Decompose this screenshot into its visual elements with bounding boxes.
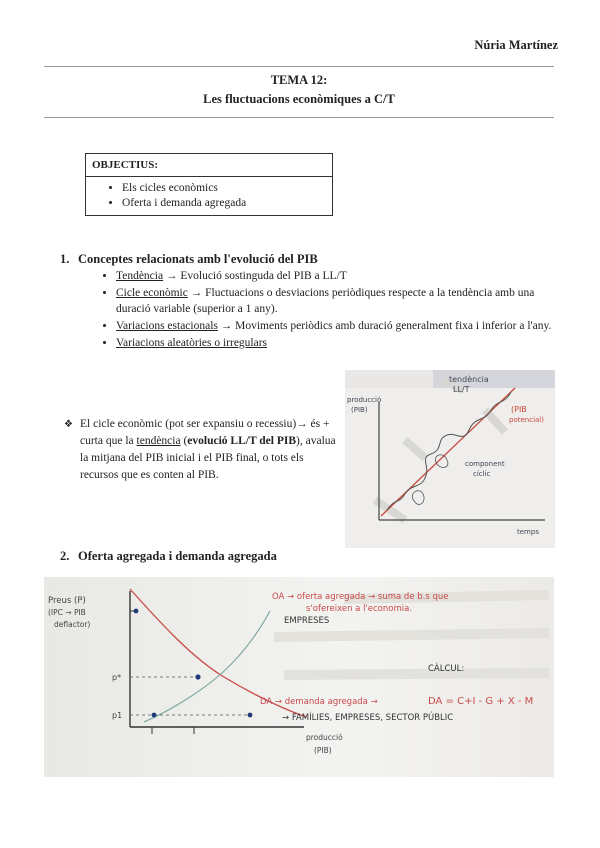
objective-item: • Oferta i demanda agregada (122, 196, 332, 211)
trend-label: LL/T (453, 385, 470, 394)
demand-definition: DA → demanda agregada → (260, 697, 378, 707)
concept-desc: Evolució sostinguda del PIB a LL/T (180, 270, 347, 282)
concept-term: Cicle econòmic (116, 287, 188, 299)
concept-term: Tendència (116, 270, 164, 282)
topic-title: Les fluctuacions econòmiques a C/T (203, 92, 395, 106)
point-marker (248, 713, 253, 718)
y-axis-label: producció (347, 396, 382, 404)
supply-agents: EMPRESES (284, 616, 330, 626)
output-axis-label: (PIB) (314, 746, 332, 755)
arrow: → (187, 287, 206, 299)
point-marker (134, 609, 139, 614)
arrow: → (217, 320, 236, 332)
point-marker (152, 713, 157, 718)
supply-definition: s'ofereixen a l'economia. (306, 604, 413, 614)
concept-item (116, 285, 566, 317)
para-text: El cicle econòmic (pot ser expansiu o recessiu)→ és + curta que la (80, 418, 330, 447)
price-p1-label: p1 (112, 711, 123, 720)
author-name: Núria Martínez (474, 38, 558, 52)
section1-title: Conceptes relacionats amb l'evolució del PIB (78, 252, 318, 266)
price-axis-label: Preus (P) (48, 596, 86, 606)
arrow: → (163, 270, 181, 282)
objectives-box (85, 153, 333, 216)
section2-number: 2. (60, 549, 70, 563)
cyclical-label: cíclic (473, 470, 491, 478)
concepts-list (98, 268, 566, 352)
para-text: ( (180, 435, 188, 447)
cycle-paragraph (64, 416, 339, 484)
aggregate-supply-demand-sketch (44, 577, 554, 777)
concept-item (116, 318, 566, 334)
equilibrium-price-label: p* (112, 673, 122, 682)
concept-desc: Fluctuacions o desviacions periòdiques respecte a la tendència amb una duració variable (superior a 1 any). (116, 287, 535, 315)
price-axis-label: (IPC → PIB (48, 608, 86, 617)
cyclical-label: component (465, 460, 505, 468)
demand-agents: → FAMÍLIES, EMPRESES, SECTOR PÚBLIC (282, 713, 454, 723)
section2-heading (60, 549, 277, 564)
price-axis-label: deflactor) (54, 620, 91, 629)
section1-heading (60, 252, 318, 267)
objectives-heading: OBJECTIUS: (86, 154, 332, 177)
concept-term: Variacions estacionals (116, 320, 218, 332)
concept-item (116, 335, 566, 351)
objectives-list (86, 177, 332, 215)
output-axis-label: producció (306, 733, 343, 742)
potential-pib-label: (PIB (511, 405, 527, 414)
para-term: tendència (136, 435, 181, 447)
para-bold: evolució LL/T del PIB (187, 435, 297, 447)
concept-term: Variacions aleatòries o irregulars (116, 337, 268, 349)
supply-definition: OA → oferta agregada → suma de b.s que (272, 592, 449, 602)
business-cycle-sketch (345, 370, 555, 548)
calc-label: CÀLCUL: (428, 664, 465, 674)
topic-number: TEMA 12: (270, 73, 328, 87)
top-rule (44, 66, 554, 67)
section1-number: 1. (60, 252, 70, 266)
section2-title: Oferta agregada i demanda agregada (78, 549, 277, 563)
concept-desc: Moviments periòdics amb duració generalment fixa i inferior a l'any. (235, 320, 552, 332)
demand-formula: DA = C+I - G + X - M (428, 696, 534, 707)
title-rule (44, 117, 554, 118)
concept-item (116, 268, 566, 284)
x-axis-label: temps (517, 528, 539, 536)
trend-label: tendència (449, 375, 489, 384)
objective-item: • Els cicles econòmics (122, 181, 332, 196)
y-axis-label: (PIB) (351, 406, 368, 414)
para-text: ), avalua la mitjana del PIB inicial i el PIB final, o tots els recursos que es conten al PIB. (80, 435, 336, 481)
equilibrium-point (195, 674, 200, 679)
diamond-bullet-icon: ❖ (64, 419, 73, 430)
potential-pib-label: potencial) (509, 416, 544, 424)
